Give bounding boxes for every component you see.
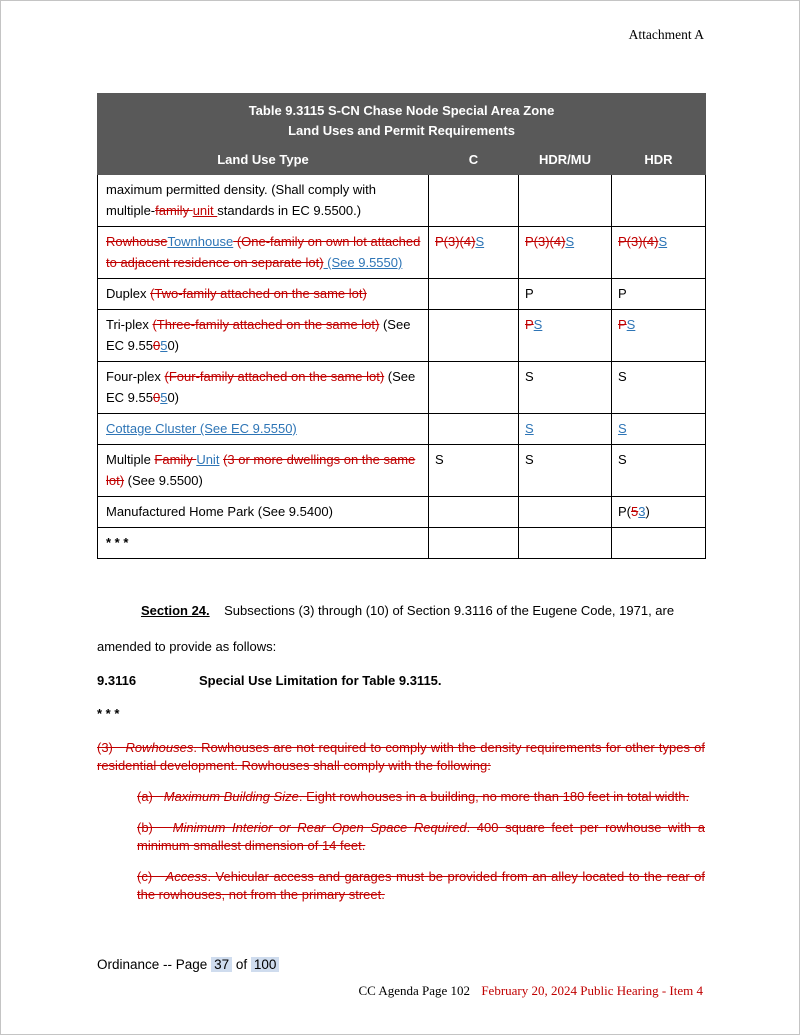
hdr-permit-cell bbox=[612, 528, 706, 559]
land-use-cell: Four-plex (Four-family attached on the same lot) (See EC 9.55050) bbox=[98, 362, 429, 414]
deleted-paragraph-c: (c) Access. Vehicular access and garages must be provided from an alley located to the rear of the rowhouses, not from the primary street. bbox=[137, 869, 705, 902]
section-number: 9.3116 bbox=[97, 673, 137, 688]
hdr-mu-permit-cell bbox=[519, 497, 612, 528]
table-title-line1: Table 9.3115 S-CN Chase Node Special Area Zone bbox=[248, 103, 555, 118]
table-row bbox=[98, 528, 706, 559]
of-label: of bbox=[235, 957, 248, 972]
hdr-mu-permit-cell: S bbox=[519, 414, 612, 445]
body-section bbox=[97, 593, 705, 904]
land-use-cell: Multiple Family Unit (3 or more dwellings on the same lot) (See 9.5500) bbox=[98, 445, 429, 497]
column-header-c: C bbox=[429, 147, 519, 175]
land-use-cell: Tri-plex (Three-family attached on the same lot) (See EC 9.55050) bbox=[98, 310, 429, 362]
c-permit-cell bbox=[429, 414, 519, 445]
asterisk-separator: * * * bbox=[97, 706, 120, 721]
hdr-permit-cell: P bbox=[612, 279, 706, 310]
hdr-mu-permit-cell: P bbox=[519, 279, 612, 310]
table-title-row bbox=[98, 94, 706, 147]
permit-requirements-table bbox=[97, 93, 706, 559]
hdr-permit-cell: S bbox=[612, 445, 706, 497]
section-24-paragraph: Section 24. Subsections (3) through (10) of Section 9.3116 of the Eugene Code, 1971, are amended to provide as follows: bbox=[97, 603, 675, 654]
table-row bbox=[98, 227, 706, 279]
hdr-permit-cell: P(3)(4)S bbox=[612, 227, 706, 279]
hdr-mu-permit-cell bbox=[519, 175, 612, 227]
agenda-page-label: CC Agenda Page 102 bbox=[358, 983, 471, 998]
hdr-mu-permit-cell: PS bbox=[519, 310, 612, 362]
current-page-field: 37 bbox=[211, 957, 232, 972]
c-permit-cell bbox=[429, 175, 519, 227]
agenda-footer-line bbox=[358, 983, 703, 999]
land-use-cell: RowhouseTownhouse (One-family on own lot attached to adjacent residence on separate lot) (See 9.5550) bbox=[98, 227, 429, 279]
table-row bbox=[98, 175, 706, 227]
hdr-permit-cell: P(53) bbox=[612, 497, 706, 528]
column-header-land-use-type: Land Use Type bbox=[98, 147, 429, 175]
c-permit-cell bbox=[429, 279, 519, 310]
table-row bbox=[98, 279, 706, 310]
hdr-permit-cell: S bbox=[612, 362, 706, 414]
column-header-hdr-mu: HDR/MU bbox=[519, 147, 612, 175]
table-row bbox=[98, 497, 706, 528]
land-use-cell: Manufactured Home Park (See 9.5400) bbox=[98, 497, 429, 528]
deleted-paragraph-b: (b) Minimum Interior or Rear Open Space Required. 400 square feet per rowhouse with a minimum smallest dimension of 14 feet. bbox=[137, 820, 705, 853]
table-row bbox=[98, 445, 706, 497]
ordinance-page-prefix: Ordinance -- Page bbox=[97, 957, 208, 972]
column-header-hdr: HDR bbox=[612, 147, 706, 175]
table-column-header-row bbox=[98, 147, 706, 175]
land-use-cell: maximum permitted density. (Shall comply with multiple-family unit standards in EC 9.5500.) bbox=[98, 175, 429, 227]
land-use-cell: Duplex (Two-family attached on the same lot) bbox=[98, 279, 429, 310]
hdr-mu-permit-cell: S bbox=[519, 362, 612, 414]
section-heading-title: Special Use Limitation for Table 9.3115. bbox=[199, 673, 442, 688]
section-9-3116-heading bbox=[97, 671, 705, 691]
hdr-mu-permit-cell: S bbox=[519, 445, 612, 497]
c-permit-cell bbox=[429, 497, 519, 528]
table-title-line2: Land Uses and Permit Requirements bbox=[288, 123, 515, 138]
hdr-permit-cell: S bbox=[612, 414, 706, 445]
table-title bbox=[98, 94, 706, 147]
table-row bbox=[98, 362, 706, 414]
c-permit-cell bbox=[429, 362, 519, 414]
c-permit-cell: S bbox=[429, 445, 519, 497]
hdr-mu-permit-cell: P(3)(4)S bbox=[519, 227, 612, 279]
total-pages-field: 100 bbox=[251, 957, 280, 972]
public-hearing-label: February 20, 2024 Public Hearing - Item 4 bbox=[481, 983, 703, 998]
hdr-permit-cell bbox=[612, 175, 706, 227]
hdr-permit-cell: PS bbox=[612, 310, 706, 362]
table-row bbox=[98, 414, 706, 445]
attachment-label: Attachment A bbox=[628, 27, 704, 42]
deleted-paragraph-3: (3) Rowhouses. Rowhouses are not required to comply with the density requirements for other types of residential development. Rowhouses shall comply with the following: bbox=[97, 740, 705, 773]
land-use-cell: Cottage Cluster (See EC 9.5550) bbox=[98, 414, 429, 445]
c-permit-cell bbox=[429, 310, 519, 362]
hdr-mu-permit-cell bbox=[519, 528, 612, 559]
c-permit-cell: P(3)(4)S bbox=[429, 227, 519, 279]
land-use-cell: * * * bbox=[98, 528, 429, 559]
deleted-paragraph-a: (a) Maximum Building Size. Eight rowhouses in a building, no more than 180 feet in total width. bbox=[137, 789, 690, 804]
table-row bbox=[98, 310, 706, 362]
c-permit-cell bbox=[429, 528, 519, 559]
ordinance-page-number-line bbox=[97, 957, 279, 972]
